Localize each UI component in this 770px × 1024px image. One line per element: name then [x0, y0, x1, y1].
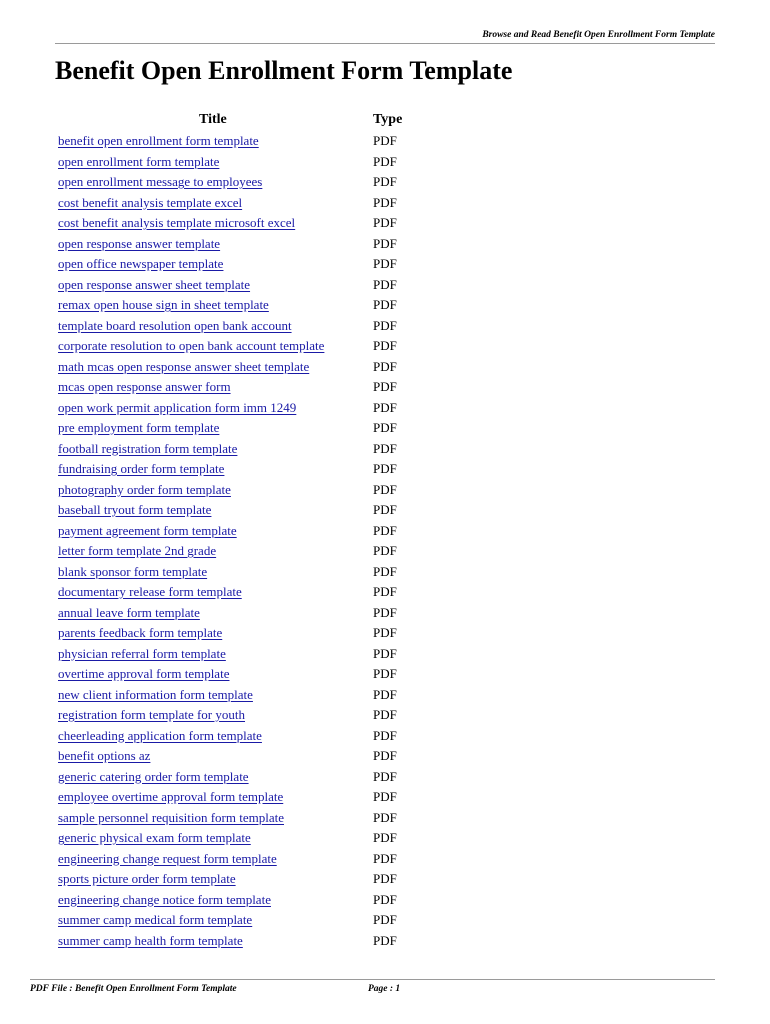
document-type: PDF — [373, 522, 397, 538]
column-header-title: Title — [199, 112, 227, 127]
document-type: PDF — [373, 604, 397, 620]
document-type: PDF — [373, 399, 397, 415]
document-link[interactable]: open enrollment form template — [58, 153, 220, 169]
document-type: PDF — [373, 420, 397, 435]
document-link[interactable]: football registration form template — [58, 440, 238, 456]
list-item — [0, 213, 770, 234]
document-type: PDF — [373, 358, 397, 374]
list-item — [0, 931, 770, 952]
document-type: PDF — [373, 912, 397, 927]
document-type: PDF — [373, 563, 397, 579]
list-item — [0, 336, 770, 357]
document-link[interactable]: benefit options az — [58, 748, 151, 763]
document-link[interactable]: open work permit application form imm 1249 — [58, 399, 297, 415]
document-link[interactable]: summer camp medical form template — [58, 912, 253, 927]
list-item — [0, 746, 770, 767]
document-link[interactable]: engineering change request form template — [58, 850, 277, 866]
document-link[interactable]: cheerleading application form template — [58, 727, 262, 743]
document-type: PDF — [373, 317, 397, 333]
document-link[interactable]: cost benefit analysis template excel — [58, 194, 243, 210]
list-item — [0, 295, 770, 316]
document-type: PDF — [373, 481, 397, 497]
list-item — [0, 582, 770, 603]
list-item — [0, 869, 770, 890]
list-item — [0, 521, 770, 542]
document-type: PDF — [373, 543, 397, 558]
list-item — [0, 890, 770, 911]
list-item — [0, 439, 770, 460]
document-link[interactable]: documentary release form template — [58, 584, 242, 599]
document-link[interactable]: remax open house sign in sheet template — [58, 297, 269, 312]
list-item — [0, 644, 770, 665]
document-type: PDF — [373, 891, 397, 907]
document-link[interactable]: engineering change notice form template — [58, 891, 271, 907]
list-item — [0, 685, 770, 706]
document-type: PDF — [373, 768, 397, 784]
document-type: PDF — [373, 215, 397, 230]
header-divider — [55, 43, 715, 44]
document-link[interactable]: generic catering order form template — [58, 768, 249, 784]
document-type: PDF — [373, 338, 397, 353]
document-type: PDF — [373, 789, 397, 804]
document-link[interactable]: sports picture order form template — [58, 871, 236, 886]
document-type: PDF — [373, 235, 397, 251]
list-item — [0, 480, 770, 501]
list-item — [0, 562, 770, 583]
document-link[interactable]: new client information form template — [58, 686, 253, 702]
document-type: PDF — [373, 584, 397, 599]
document-link[interactable]: open office newspaper template — [58, 256, 224, 271]
document-type: PDF — [373, 686, 397, 702]
document-type: PDF — [373, 194, 397, 210]
document-link[interactable]: summer camp health form template — [58, 932, 243, 948]
running-header: Browse and Read Benefit Open Enrollment Form Template — [482, 30, 715, 40]
document-type: PDF — [373, 440, 397, 456]
document-type: PDF — [373, 932, 397, 948]
list-item — [0, 787, 770, 808]
document-type: PDF — [373, 809, 397, 825]
document-link[interactable]: cost benefit analysis template microsoft excel — [58, 215, 296, 230]
document-link[interactable]: parents feedback form template — [58, 625, 223, 640]
document-link[interactable]: blank sponsor form template — [58, 563, 208, 579]
document-link[interactable]: registration form template for youth — [58, 707, 246, 722]
footer-divider — [30, 979, 715, 980]
list-item — [0, 418, 770, 439]
document-type: PDF — [373, 666, 397, 681]
list-item — [0, 808, 770, 829]
footer-file-label: PDF File : Benefit Open Enrollment Form Template — [30, 984, 237, 994]
list-item — [0, 459, 770, 480]
document-type: PDF — [373, 850, 397, 866]
document-type: PDF — [373, 256, 397, 271]
footer-page-number: Page : 1 — [368, 984, 401, 994]
document-type: PDF — [373, 379, 397, 394]
list-item — [0, 767, 770, 788]
document-type: PDF — [373, 707, 397, 722]
document-link[interactable]: fundraising order form template — [58, 461, 225, 476]
list-item — [0, 623, 770, 644]
document-link[interactable]: photography order form template — [58, 481, 231, 497]
document-link[interactable]: sample personnel requisition form template — [58, 809, 284, 825]
document-list — [0, 131, 770, 951]
document-link[interactable]: physician referral form template — [58, 645, 226, 661]
document-type: PDF — [373, 748, 397, 763]
document-link[interactable]: open enrollment message to employees — [58, 174, 263, 189]
list-item — [0, 377, 770, 398]
document-link[interactable]: overtime approval form template — [58, 666, 230, 681]
document-link[interactable]: template board resolution open bank account — [58, 317, 292, 333]
document-type: PDF — [373, 174, 397, 189]
document-link[interactable]: open response answer template — [58, 235, 221, 251]
list-item — [0, 705, 770, 726]
list-item — [0, 172, 770, 193]
document-type: PDF — [373, 297, 397, 312]
column-header-type: Type — [373, 112, 403, 127]
document-type: PDF — [373, 727, 397, 743]
document-link[interactable]: pre employment form template — [58, 420, 220, 435]
list-item — [0, 275, 770, 296]
list-item — [0, 726, 770, 747]
list-item — [0, 398, 770, 419]
document-link[interactable]: benefit open enrollment form template — [58, 133, 259, 148]
document-type: PDF — [373, 461, 397, 476]
document-link[interactable]: payment agreement form template — [58, 522, 237, 538]
document-type: PDF — [373, 625, 397, 640]
document-type: PDF — [373, 830, 397, 845]
list-item — [0, 500, 770, 521]
document-link[interactable]: annual leave form template — [58, 604, 200, 620]
list-item — [0, 131, 770, 152]
list-item — [0, 316, 770, 337]
list-item — [0, 234, 770, 255]
document-link[interactable]: baseball tryout form template — [58, 502, 212, 517]
document-link[interactable]: generic physical exam form template — [58, 830, 251, 845]
list-item — [0, 849, 770, 870]
list-item — [0, 541, 770, 562]
document-title: Benefit Open Enrollment Form Template — [55, 56, 513, 85]
list-item — [0, 828, 770, 849]
list-item — [0, 193, 770, 214]
document-link[interactable]: employee overtime approval form template — [58, 789, 284, 804]
document-link[interactable]: open response answer sheet template — [58, 276, 251, 292]
document-type: PDF — [373, 276, 397, 292]
document-link[interactable]: letter form template 2nd grade — [58, 543, 217, 558]
document-type: PDF — [373, 871, 397, 886]
document-type: PDF — [373, 133, 397, 148]
document-type: PDF — [373, 153, 397, 169]
list-item — [0, 910, 770, 931]
document-type: PDF — [373, 502, 397, 517]
list-item — [0, 664, 770, 685]
document-link[interactable]: mcas open response answer form — [58, 379, 231, 394]
document-type: PDF — [373, 645, 397, 661]
document-link[interactable]: math mcas open response answer sheet template — [58, 358, 310, 374]
list-item — [0, 357, 770, 378]
list-item — [0, 152, 770, 173]
document-link[interactable]: corporate resolution to open bank account template — [58, 338, 325, 353]
list-item — [0, 254, 770, 275]
list-item — [0, 603, 770, 624]
